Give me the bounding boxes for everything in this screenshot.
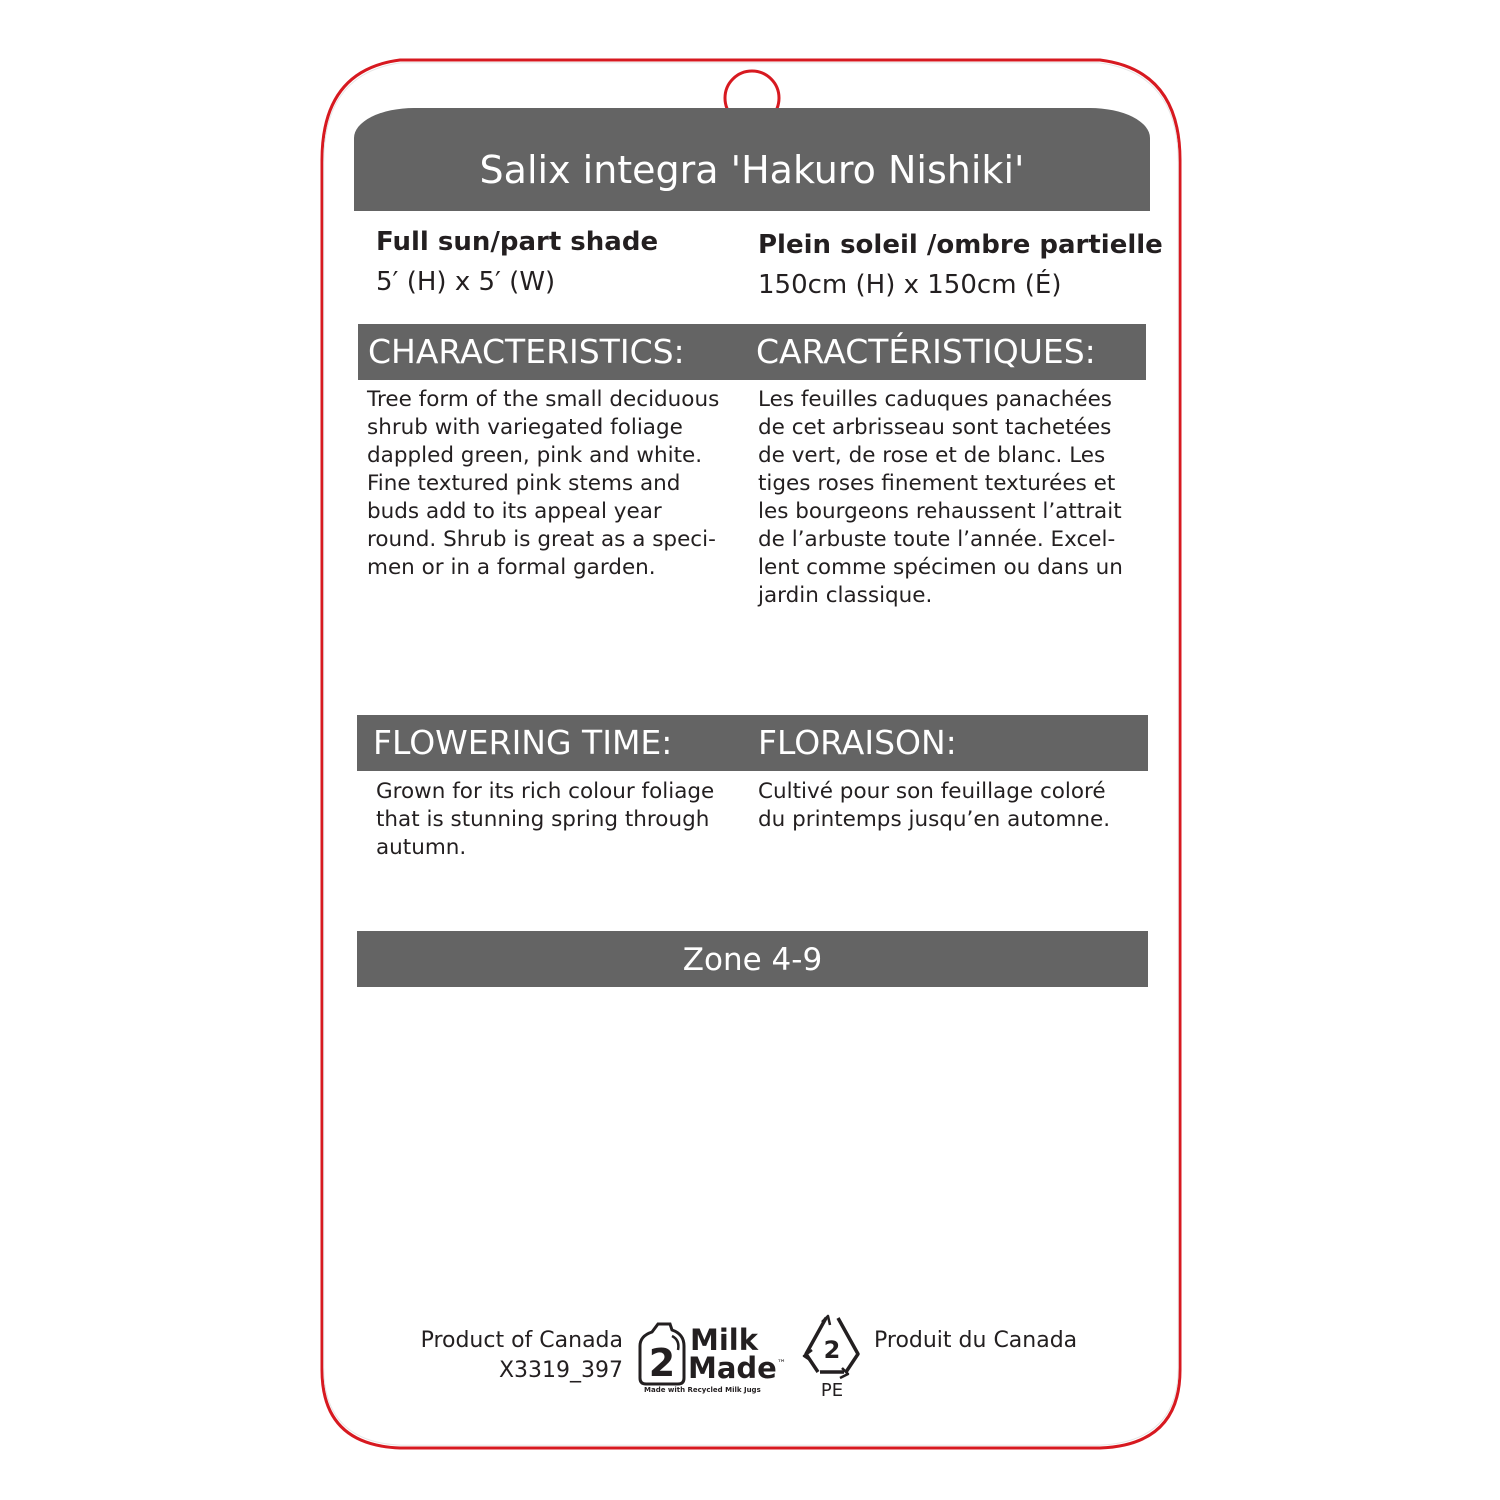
milk-made-word2: Made	[688, 1351, 777, 1385]
footer-left	[409, 1326, 623, 1386]
characteristics-bar	[358, 324, 1146, 380]
recycle-number: 2	[823, 1336, 841, 1364]
hardiness-zone: Zone 4-9	[682, 942, 823, 978]
text-line: autumn.	[376, 835, 467, 860]
exposure-en: Full sun/part shade	[376, 227, 659, 257]
product-of-canada-en: Product of Canada	[420, 1328, 623, 1353]
flowering-heading-en: FLOWERING TIME:	[373, 723, 673, 762]
size-fr: 150cm (H) x 150cm (É)	[758, 270, 1062, 300]
footer-right	[874, 1326, 1077, 1356]
text-line: buds add to its appeal year	[367, 499, 662, 524]
characteristics-heading-fr: CARACTÉRISTIQUES:	[756, 332, 1096, 371]
text-line: les bourgeons rehaussent l’attrait	[758, 499, 1122, 524]
milk-made-number: 2	[648, 1341, 676, 1385]
recycling-symbol	[800, 1312, 864, 1402]
text-line: Tree form of the small deciduous	[367, 387, 720, 412]
product-of-canada-fr: Produit du Canada	[874, 1328, 1078, 1353]
characteristics-text-fr	[758, 386, 1143, 610]
text-line: Les feuilles caduques panachées	[758, 387, 1113, 412]
milk-made-tagline: Made with Recycled Milk Jugs	[644, 1386, 761, 1394]
text-line: lent comme spécimen ou dans un	[758, 555, 1123, 580]
text-line: round. Shrub is great as a speci-	[367, 527, 716, 552]
english-info	[376, 222, 658, 302]
text-line: du printemps jusqu’en automne.	[758, 807, 1111, 832]
characteristics-text-en	[367, 386, 737, 582]
flowering-text-fr	[758, 778, 1143, 834]
hardiness-zone-bar	[357, 931, 1148, 987]
plant-title-band	[354, 108, 1150, 211]
size-en: 5′ (H) x 5′ (W)	[376, 267, 556, 297]
french-info	[758, 225, 1163, 305]
characteristics-heading-en: CHARACTERISTICS:	[368, 332, 685, 371]
text-line: men or in a formal garden.	[367, 555, 656, 580]
milk-made-word1: Milk	[690, 1323, 759, 1357]
plant-title: Salix integra 'Hakuro Nishiki'	[479, 148, 1025, 192]
text-line: dappled green, pink and white.	[367, 443, 703, 468]
text-line: de cet arbrisseau sont tachetées	[758, 415, 1112, 440]
exposure-fr: Plein soleil /ombre partielle	[758, 230, 1163, 260]
recycle-code: PE	[820, 1380, 844, 1401]
milk-made-logo	[636, 1316, 792, 1396]
flowering-text-en	[376, 778, 746, 862]
text-line: shrub with variegated foliage	[367, 415, 683, 440]
product-sku: X3319_397	[498, 1358, 623, 1383]
text-line: tiges roses finement texturées et	[758, 471, 1116, 496]
text-line: Grown for its rich colour foliage	[376, 779, 715, 804]
text-line: de vert, de rose et de blanc. Les	[758, 443, 1106, 468]
flowering-heading-fr: FLORAISON:	[758, 723, 957, 762]
text-line: de l’arbuste toute l’année. Excel-	[758, 527, 1116, 552]
text-line: that is stunning spring through	[376, 807, 710, 832]
text-line: jardin classique.	[758, 583, 933, 608]
text-line: Cultivé pour son feuillage coloré	[758, 779, 1106, 804]
text-line: Fine textured pink stems and	[367, 471, 681, 496]
flowering-bar	[357, 715, 1148, 771]
milk-made-tm: ™	[777, 1359, 786, 1369]
